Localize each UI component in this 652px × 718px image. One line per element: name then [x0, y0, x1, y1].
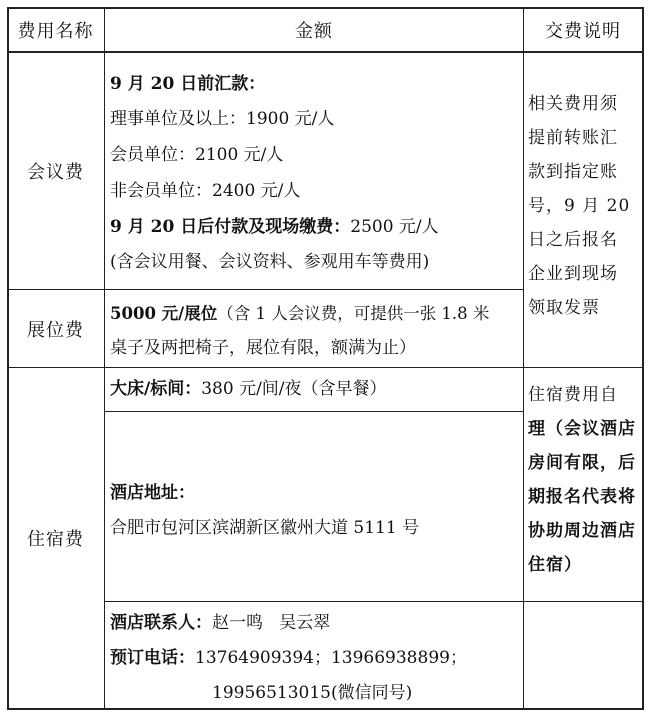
lodging-note-line: 住宿费用自 [528, 385, 618, 405]
hotel-contact-label: 酒店联系人： [110, 613, 212, 633]
meeting-line-includes: (含会议用餐、会议资料、参观用车等费用) [110, 252, 430, 272]
meeting-line-member: 会员单位：2100 元/人 [110, 145, 284, 165]
lodging-room-label: 大床/标间： [110, 379, 202, 399]
lodging-fee-name: 住宿费 [27, 529, 84, 550]
row-divider-room [104, 411, 523, 412]
hotel-contact-names: 赵一鸣 吴云翠 [212, 613, 331, 633]
meeting-note-line: 企业到现场 [528, 264, 618, 284]
meeting-payment-note [528, 87, 630, 325]
meeting-note-line: 日之后报名 [528, 230, 618, 250]
booking-phone-label: 预订电话： [110, 648, 195, 668]
row-divider-address [104, 601, 644, 602]
col-divider-2 [523, 7, 524, 710]
meeting-late-price: 2500 元/人 [350, 217, 439, 237]
lodging-note-line: 期报名代表将 [528, 487, 636, 507]
booking-phone-wechat: 19956513015(微信同号) [212, 683, 413, 703]
lodging-note-line: 住宿） [528, 555, 582, 575]
header-fee-name: 费用名称 [17, 21, 94, 42]
booking-phone-numbers: 13764909394；13966938899； [195, 648, 467, 668]
meeting-note-line: 号，9 月 20 [528, 196, 631, 216]
meeting-line-council: 理事单位及以上：1900 元/人 [110, 109, 335, 129]
meeting-note-line: 提前转账汇 [528, 128, 618, 148]
booth-line-1 [110, 298, 489, 329]
meeting-note-line: 款到指定账 [528, 162, 618, 182]
meeting-line-nonmember: 非会员单位：2400 元/人 [110, 181, 301, 201]
lodging-payment-note [528, 378, 636, 582]
lodging-room-line [110, 374, 387, 405]
booking-phone-line [110, 643, 467, 674]
lodging-note-line: 理（会议酒店 [528, 419, 636, 439]
booth-line-2: 桌子及两把椅子，展位有限，额满为止） [110, 338, 416, 358]
booth-fee-name: 展位费 [27, 319, 84, 341]
table-border-right [642, 7, 644, 710]
header-amount: 金额 [295, 21, 333, 42]
meeting-note-line: 领取发票 [528, 298, 600, 318]
meeting-line-early: 9 月 20 日前汇款： [110, 74, 266, 94]
col-divider-1 [104, 7, 105, 710]
header-payment-notes: 交费说明 [545, 21, 621, 42]
lodging-note-line: 房间有限，后 [528, 453, 636, 473]
meeting-note-line: 相关费用须 [528, 94, 618, 114]
booth-includes: （含 1 人会议费，可提供一张 1.8 米 [217, 304, 490, 323]
lodging-note-line: 协助周边酒店 [528, 521, 636, 541]
meeting-line-late [110, 212, 439, 243]
hotel-contact-line [110, 608, 330, 639]
fee-table [7, 7, 644, 710]
lodging-room-price: 380 元/间/夜（含早餐） [201, 379, 387, 399]
booth-price: 5000 元/展位 [110, 304, 218, 323]
hotel-address: 合肥市包河区滨湖新区徽州大道 5111 号 [110, 518, 420, 538]
meeting-fee-name: 会议费 [27, 162, 84, 183]
meeting-late-label: 9 月 20 日后付款及现场缴费： [110, 217, 351, 237]
hotel-address-label: 酒店地址： [110, 483, 195, 503]
